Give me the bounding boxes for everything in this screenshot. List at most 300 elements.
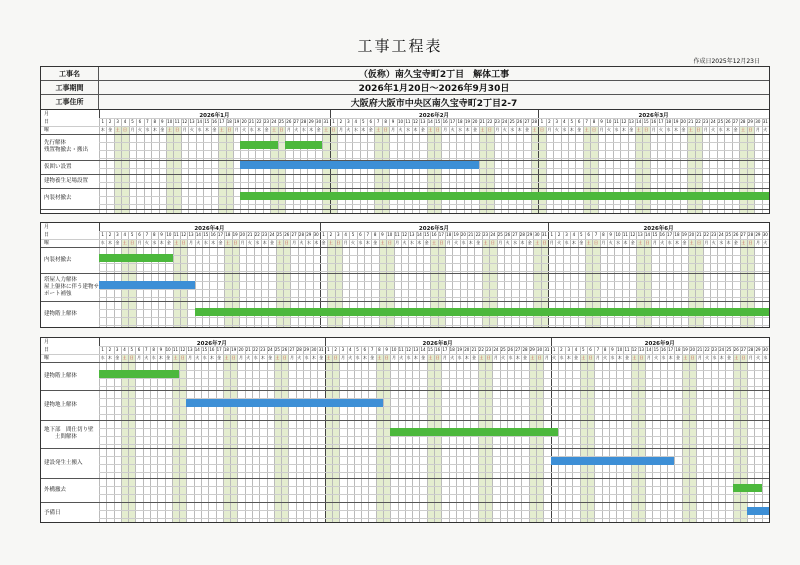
- task-label-line: 予備日: [44, 509, 61, 516]
- weekend-shade: [325, 354, 332, 522]
- weekday-cell: 金: [316, 127, 321, 132]
- weekday-cell: 火: [501, 355, 506, 360]
- day-number: 8: [152, 347, 155, 352]
- grid-vline: [252, 346, 253, 522]
- day-number: 10: [397, 119, 404, 124]
- weekday-cell: 土: [173, 355, 178, 360]
- weekday-cell: 月: [189, 240, 194, 245]
- day-number: 19: [234, 119, 240, 124]
- schedule-bar: [99, 281, 195, 289]
- day-number: 2: [108, 347, 112, 352]
- day-number: 26: [725, 119, 731, 124]
- weekday-cell: 日: [231, 355, 236, 360]
- grid-vline: [208, 346, 209, 522]
- day-number: 2: [108, 232, 112, 237]
- grid-hline: [41, 354, 769, 355]
- weekday-cell: 木: [668, 355, 673, 360]
- month-header: 2026年3月: [638, 113, 669, 119]
- project-header: [40, 66, 770, 110]
- grid-hline: [99, 255, 769, 256]
- day-number: 10: [165, 347, 171, 352]
- grid-hline: [99, 346, 769, 347]
- schedule-bar: [195, 308, 769, 316]
- grid-vline: [631, 346, 632, 522]
- weekday-cell: 水: [253, 355, 258, 360]
- schedule-bar: [390, 428, 558, 436]
- day-number: 22: [703, 232, 709, 237]
- weekday-cell: 水: [763, 355, 768, 360]
- day-number: 14: [194, 347, 200, 352]
- day-number: 19: [681, 232, 687, 237]
- month-header: 2026年2月: [418, 113, 450, 119]
- day-number: 1: [332, 119, 335, 124]
- weekday-cell: 水: [151, 355, 156, 360]
- schedule-bar: [733, 484, 762, 492]
- project-address-label: 工事住所: [41, 95, 99, 109]
- day-number: 26: [284, 232, 290, 237]
- day-number: 4: [123, 232, 127, 237]
- weekday-cell: 木: [571, 240, 576, 245]
- grid-vline: [558, 346, 559, 522]
- day-number: 31: [544, 347, 550, 352]
- day-number: 9: [611, 347, 614, 352]
- weekday-cell: 日: [279, 127, 284, 132]
- grid-vline: [587, 346, 588, 522]
- weekday-cell: 日: [130, 240, 135, 245]
- day-row-label: 日: [44, 119, 50, 125]
- weekday-cell: 水: [616, 240, 621, 245]
- day-number: 6: [359, 232, 362, 237]
- grid-hline: [41, 362, 769, 363]
- weekday-cell: 火: [348, 355, 353, 360]
- day-number: 9: [381, 232, 384, 237]
- grid-hline: [99, 444, 769, 445]
- day-number: 20: [241, 119, 247, 124]
- day-number: 16: [431, 232, 437, 237]
- weekday-cell: 月: [391, 355, 396, 360]
- weekday-cell: 木: [468, 240, 473, 245]
- day-number: 29: [747, 119, 753, 124]
- weekday-cell: 金: [675, 355, 680, 360]
- grid-vline: [203, 118, 204, 213]
- day-number: 3: [565, 232, 568, 237]
- task-label-line: ポート補強: [44, 290, 72, 297]
- day-number: 24: [269, 232, 275, 237]
- task-label-text: [44, 487, 66, 494]
- weekday-cell: 水: [255, 240, 260, 245]
- day-number: 19: [682, 347, 688, 352]
- day-number: 23: [703, 119, 709, 124]
- day-number: 29: [308, 119, 314, 124]
- weekday-cell: 火: [242, 127, 247, 132]
- day-number: 17: [442, 347, 448, 352]
- day-number: 7: [145, 347, 148, 352]
- weekday-cell: 木: [159, 240, 164, 245]
- weekday-cell: 木: [309, 127, 314, 132]
- weekday-cell: 月: [498, 240, 503, 245]
- weekend-shade: [223, 354, 230, 522]
- weekday-cell: 火: [450, 355, 455, 360]
- weekday-cell: 火: [705, 355, 710, 360]
- weekday-cell: 金: [108, 127, 113, 132]
- weekday-cell: 月: [442, 355, 447, 360]
- weekday-cell: 火: [763, 127, 768, 132]
- weekend-shade: [226, 126, 233, 213]
- weekday-cell: 火: [247, 240, 252, 245]
- day-number: 16: [209, 347, 215, 352]
- weekday-cell: 火: [137, 127, 142, 132]
- weekday-cell: 日: [180, 355, 185, 360]
- task-label: [41, 273, 99, 301]
- day-number: 16: [442, 119, 448, 124]
- weekday-cell: 金: [212, 127, 217, 132]
- day-number: 20: [460, 232, 466, 237]
- grid-vline: [332, 346, 333, 522]
- grid-vline: [361, 346, 362, 522]
- weekday-cell: 日: [284, 240, 289, 245]
- day-number: 18: [665, 119, 672, 124]
- day-number: 18: [225, 232, 231, 237]
- month-header: 2026年6月: [643, 226, 674, 232]
- day-number: 14: [646, 347, 652, 352]
- weekday-cell: 土: [275, 355, 280, 360]
- day-number: 28: [748, 232, 754, 237]
- weekday-cell: 月: [338, 127, 343, 132]
- weekday-cell: 月: [595, 355, 600, 360]
- month-header: 2026年9月: [644, 341, 675, 347]
- project-name-value: （仮称）南久宝寺町2丁目 解体工事: [358, 70, 510, 80]
- day-number: 21: [697, 347, 703, 352]
- grid-hline: [99, 118, 769, 119]
- weekday-cell: 土: [167, 127, 172, 132]
- day-number: 28: [296, 347, 302, 352]
- day-number: 10: [387, 232, 393, 237]
- task-label-text: [44, 164, 72, 171]
- project-period-label: 工事期間: [41, 81, 99, 94]
- weekend-shade: [740, 354, 747, 522]
- weekday-cell: 月: [286, 127, 291, 132]
- day-number: 17: [668, 347, 674, 352]
- day-number: 1: [550, 232, 554, 237]
- weekday-cell: 木: [361, 127, 366, 132]
- day-number: 6: [137, 347, 141, 352]
- weekday-cell: 火: [608, 240, 613, 245]
- day-number: 12: [630, 232, 636, 237]
- weekday-cell: 土: [741, 240, 746, 245]
- grid-hline: [41, 327, 769, 328]
- task-label: [41, 134, 99, 160]
- month-row-label: 月: [44, 339, 50, 345]
- weekday-cell: 火: [654, 355, 659, 360]
- weekday-cell: 水: [304, 355, 309, 360]
- grid-vline: [165, 231, 166, 327]
- grid-vline: [114, 231, 115, 327]
- day-number: 18: [674, 232, 680, 237]
- grid-vline: [181, 118, 182, 213]
- day-number: 23: [711, 232, 717, 237]
- weekday-cell: 火: [603, 355, 608, 360]
- project-name-row: [41, 67, 769, 81]
- day-number: 8: [152, 232, 156, 237]
- day-number: 19: [231, 347, 237, 352]
- grid-vline: [223, 346, 224, 522]
- month-row-label: 月: [44, 111, 50, 117]
- weekday-cell: 金: [217, 355, 222, 360]
- day-number: 27: [293, 119, 299, 124]
- weekday-cell: 日: [644, 127, 649, 132]
- day-number: 13: [639, 347, 645, 352]
- grid-hline: [99, 150, 769, 151]
- day-number: 11: [405, 119, 411, 124]
- weekday-cell: 日: [588, 355, 593, 360]
- day-number: 29: [529, 347, 535, 352]
- day-number: 14: [636, 119, 642, 124]
- grid-vline: [354, 346, 355, 522]
- weekday-cell: 日: [748, 240, 753, 245]
- day-number: 26: [282, 347, 288, 352]
- grid-hline: [99, 289, 769, 290]
- grid-vline: [660, 346, 661, 522]
- task-label-line: 土間解体: [44, 434, 78, 440]
- weekday-cell: 土: [586, 240, 591, 245]
- day-number: 17: [219, 119, 225, 124]
- day-number: 3: [116, 232, 119, 237]
- grid-vline: [128, 231, 129, 327]
- day-number: 20: [689, 232, 695, 237]
- weekday-cell: 日: [129, 355, 134, 360]
- weekday-cell: 木: [719, 355, 724, 360]
- weekday-cell: 金: [370, 355, 375, 360]
- weekday-cell: 日: [333, 355, 338, 360]
- grid-vline: [580, 346, 581, 522]
- weekday-cell: 木: [209, 355, 214, 360]
- day-number: 7: [376, 119, 380, 124]
- day-number: 29: [755, 232, 761, 237]
- weekday-cell: 木: [465, 127, 470, 132]
- schedule-bar: [240, 192, 769, 200]
- day-number: 22: [475, 232, 481, 237]
- weekday-cell: 土: [115, 127, 120, 132]
- page-title: 工事工程表: [357, 37, 443, 55]
- day-number: 6: [138, 232, 141, 237]
- weekday-cell: 日: [439, 240, 444, 245]
- day-number: 23: [486, 347, 492, 352]
- weekday-cell: 月: [549, 240, 554, 245]
- day-row-label: 日: [44, 232, 50, 238]
- day-number: 25: [718, 119, 724, 124]
- weekday-cell: 木: [204, 127, 209, 132]
- weekday-cell: 土: [380, 240, 385, 245]
- day-number: 27: [291, 232, 297, 237]
- weekday-cell: 金: [270, 240, 274, 245]
- day-number: 4: [123, 119, 127, 124]
- weekday-cell: 土: [734, 355, 739, 360]
- task-label: [41, 448, 99, 478]
- weekday-cell: 木: [211, 240, 216, 245]
- grid-hline: [99, 518, 769, 519]
- day-number: 7: [594, 232, 598, 237]
- weekday-cell: 火: [299, 240, 304, 245]
- weekday-cell: 土: [740, 127, 745, 132]
- grid-vline: [259, 346, 260, 522]
- grid-vline: [762, 346, 763, 522]
- weekday-cell: 日: [741, 355, 746, 360]
- grid-vline: [725, 346, 726, 522]
- weekday-cell: 火: [402, 240, 407, 245]
- weekday-cell: 火: [756, 355, 761, 360]
- day-number: 12: [631, 347, 637, 352]
- grid-vline: [609, 346, 610, 522]
- day-number: 22: [256, 119, 262, 124]
- grid-vline: [652, 346, 653, 522]
- grid-vline: [179, 346, 180, 522]
- weekday-cell: 土: [174, 240, 179, 245]
- grid-hline: [99, 182, 769, 183]
- weekday-cell: 土: [277, 240, 282, 245]
- day-number: 9: [160, 232, 163, 237]
- grid-hline: [99, 486, 769, 487]
- weekday-cell: 火: [294, 127, 299, 132]
- grid-vline: [718, 346, 719, 522]
- weekday-cell: 月: [340, 355, 345, 360]
- weekday-cell: 金: [264, 127, 269, 132]
- weekday-cell: 金: [218, 240, 223, 245]
- grid-vline: [602, 346, 603, 522]
- grid-hline: [41, 420, 769, 421]
- weekday-cell: 水: [719, 240, 724, 245]
- day-number: 12: [405, 347, 412, 352]
- schedule-bar: [186, 399, 383, 407]
- day-number: 15: [424, 232, 430, 237]
- weekday-cell: 月: [137, 240, 142, 245]
- day-number: 4: [123, 347, 126, 352]
- weekday-cell: 水: [510, 127, 515, 132]
- weekend-shade: [427, 354, 434, 522]
- day-number: 25: [726, 347, 732, 352]
- weekend-shade: [218, 126, 225, 213]
- weekday-cell: 日: [690, 355, 695, 360]
- task-label-text: [44, 373, 77, 380]
- day-number: 27: [740, 232, 746, 237]
- day-number: 10: [167, 119, 173, 124]
- weekday-cell: 水: [145, 127, 150, 132]
- day-number: 30: [313, 232, 319, 237]
- day-number: 3: [567, 347, 570, 352]
- weekday-cell: 水: [202, 355, 207, 360]
- day-number: 27: [740, 347, 747, 352]
- grid-vline: [196, 118, 197, 213]
- day-number: 8: [384, 119, 387, 124]
- weekday-cell: 日: [542, 240, 547, 245]
- weekday-cell: 水: [718, 127, 723, 132]
- weekday-cell: 土: [428, 355, 433, 360]
- weekday-cell: 木: [100, 127, 105, 132]
- grid-vline: [136, 118, 137, 213]
- day-number: 28: [519, 232, 525, 237]
- grid-vline: [186, 346, 187, 522]
- weekday-cell: 木: [726, 240, 731, 245]
- grid-hline: [41, 301, 769, 302]
- day-number: 23: [494, 119, 500, 124]
- weekend-shade: [638, 354, 645, 522]
- grid-hline: [41, 126, 769, 127]
- grid-vline: [572, 346, 573, 522]
- day-number: 11: [398, 347, 404, 352]
- weekend-shade: [121, 354, 128, 522]
- day-number: 24: [490, 232, 496, 237]
- day-number: 21: [479, 119, 485, 124]
- weekday-cell: 月: [697, 355, 702, 360]
- weekday-cell: 日: [490, 240, 495, 245]
- weekday-cell: 木: [623, 240, 628, 245]
- day-number: 17: [658, 119, 664, 124]
- day-number: 25: [278, 119, 284, 124]
- day-number: 16: [651, 119, 657, 124]
- day-number: 29: [527, 232, 533, 237]
- grid-vline: [114, 118, 115, 213]
- month-row-label: 月: [44, 224, 50, 230]
- weekday-cell: 日: [537, 355, 542, 360]
- weekday-cell: 木: [417, 240, 422, 245]
- day-number: 7: [585, 119, 588, 124]
- day-number: 14: [195, 232, 201, 237]
- task-label-line: 内装材撤去: [44, 256, 72, 263]
- day-number: 12: [180, 347, 186, 352]
- weekday-cell: 土: [431, 240, 436, 245]
- grid-hline: [99, 414, 769, 415]
- day-number: 27: [524, 119, 530, 124]
- day-number: 17: [667, 232, 673, 237]
- weekday-cell: 日: [639, 355, 644, 360]
- weekday-cell: 月: [544, 355, 549, 360]
- day-number: 8: [153, 119, 157, 124]
- project-name-label: 工事名: [41, 67, 99, 80]
- weekday-cell: 火: [763, 240, 768, 245]
- day-number: 13: [409, 232, 415, 237]
- weekday-cell: 火: [297, 355, 302, 360]
- weekday-cell: 日: [645, 240, 650, 245]
- weekday-cell: 土: [324, 127, 329, 132]
- day-number: 17: [217, 232, 224, 237]
- grid-vline: [106, 118, 107, 213]
- day-number: 4: [344, 232, 347, 237]
- day-number: 20: [238, 347, 244, 352]
- weekday-cell: 金: [368, 127, 373, 132]
- day-number: 1: [322, 232, 325, 237]
- weekday-cell: 木: [108, 240, 113, 245]
- day-number: 14: [427, 119, 433, 124]
- day-number: 8: [603, 347, 607, 352]
- grid-hline: [41, 448, 769, 449]
- day-number: 15: [652, 232, 658, 237]
- day-number: 3: [116, 119, 119, 124]
- day-number: 2: [339, 119, 343, 124]
- day-number: 1: [552, 347, 556, 352]
- grid-vline: [376, 346, 377, 522]
- day-number: 19: [456, 347, 463, 352]
- day-number: 14: [196, 119, 203, 124]
- month-header: 2026年7月: [196, 341, 227, 347]
- weekday-cell: 月: [547, 127, 552, 132]
- grid-hline: [99, 204, 769, 205]
- weekday-cell: 水: [249, 127, 254, 132]
- day-number: 3: [115, 347, 119, 352]
- weekday-cell: 火: [660, 240, 665, 245]
- weekday-row-label: 曜: [44, 127, 50, 133]
- weekday-cell: 日: [593, 240, 598, 245]
- day-number: 3: [555, 119, 559, 124]
- day-number: 4: [572, 232, 576, 237]
